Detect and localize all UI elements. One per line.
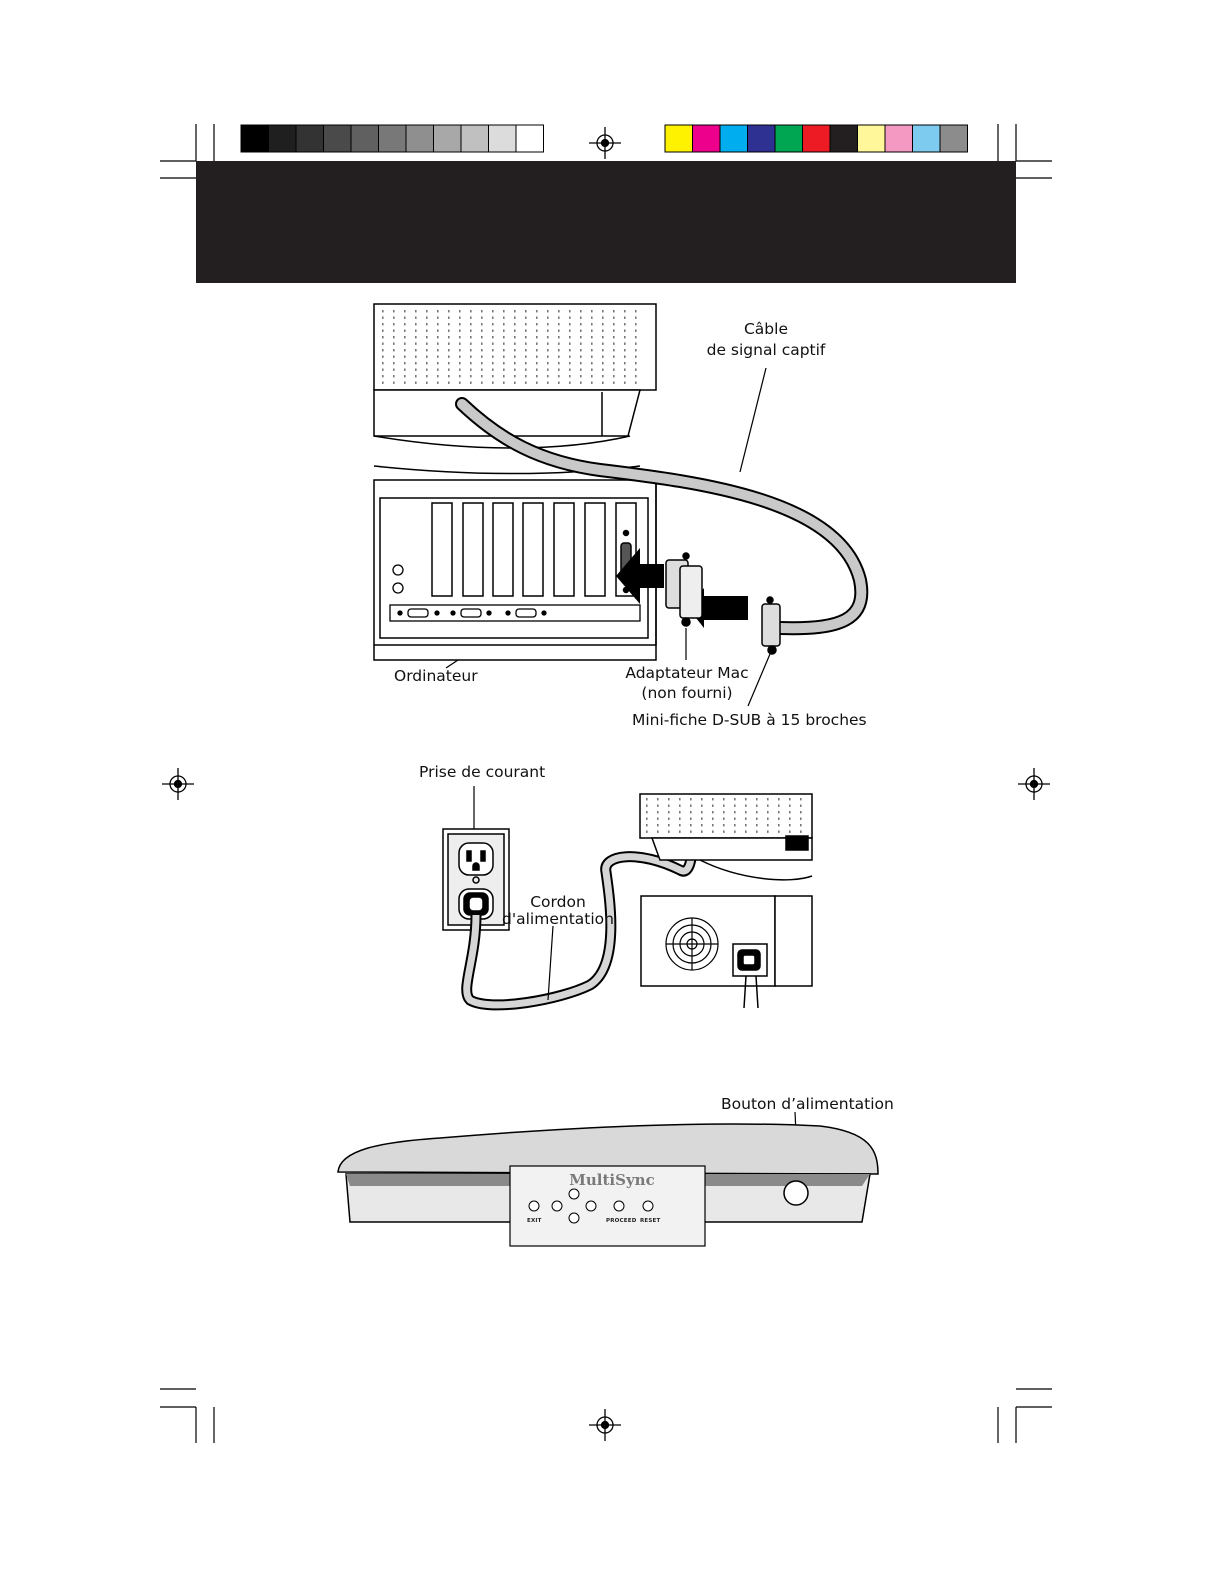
proceed-label: PROCEED <box>606 1218 637 1224</box>
power-button <box>784 1181 808 1205</box>
cable-label-line2: de signal captif <box>706 341 826 359</box>
adapter-label-line1: Adaptateur Mac <box>625 664 749 682</box>
cord-label-line2: d'alimentation <box>502 910 614 928</box>
outlet-label: Prise de courant <box>419 763 546 781</box>
computer-label: Ordinateur <box>394 667 478 685</box>
exit-label: EXIT <box>527 1218 542 1224</box>
cable-label-line1: Câble <box>743 320 788 338</box>
reset-label: RESET <box>640 1218 661 1224</box>
brand-logo: MultiSync <box>569 1171 655 1189</box>
power-button-label: Bouton d’alimentation <box>721 1095 894 1113</box>
plug-label: Mini-fiche D-SUB à 15 broches <box>632 711 867 729</box>
adapter-label-line2: (non fourni) <box>641 684 733 702</box>
cord-label-line1: Cordon <box>530 893 586 911</box>
